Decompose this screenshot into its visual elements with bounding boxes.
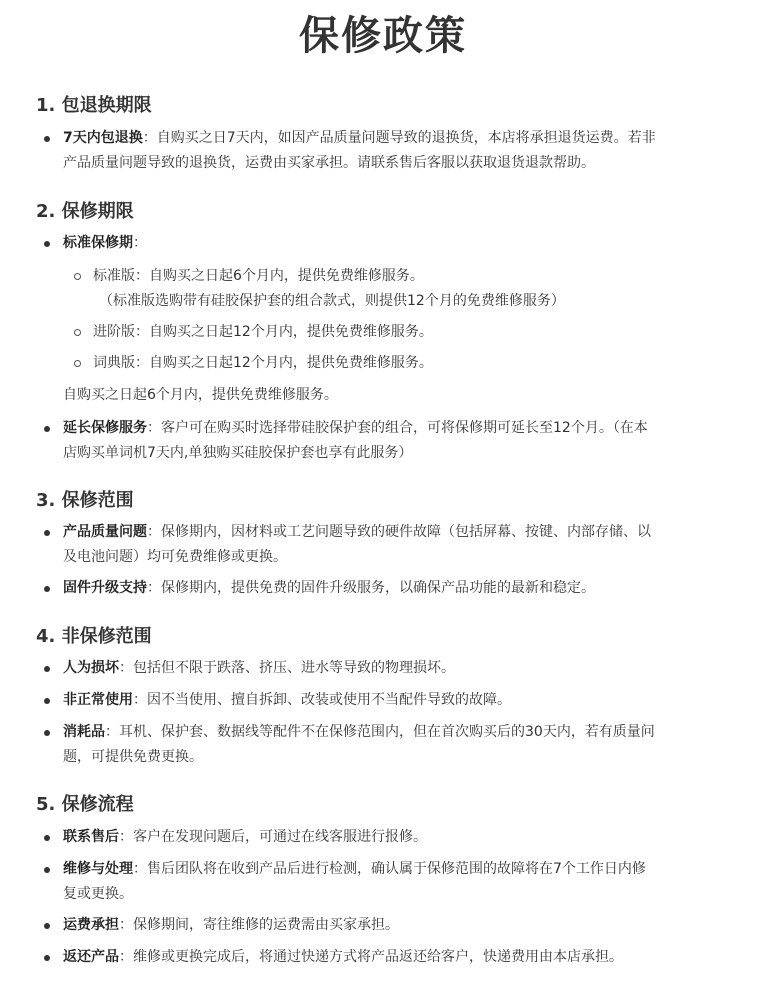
list-item-quality-issues	[63, 520, 743, 570]
item-label: 人为损坏	[63, 660, 119, 676]
list-item-improper-use	[63, 688, 743, 713]
item-text: ：包括但不限于跌落、挤压、进水等导致的物理损坏。	[119, 660, 455, 676]
item-text-cont: 产品质量问题导致的退换货，运费由买家承担。请联系售后客服以获取退货退款帮助。	[63, 155, 595, 171]
item-text-cont: 复或更换。	[63, 886, 133, 902]
item-label: 非正常使用	[63, 692, 133, 708]
item-label: 消耗品	[63, 724, 105, 740]
bullet-icon	[44, 530, 50, 536]
bullet-icon	[44, 666, 50, 672]
circle-bullet-icon	[74, 360, 81, 367]
sub-item-text: 进阶版：自购买之日起12个月内，提供免费维修服务。	[93, 324, 433, 340]
bullet-icon	[44, 867, 50, 873]
list-item-human-damage	[63, 656, 743, 681]
list-item-product-return	[63, 945, 743, 970]
sub-item-note: （标准版选购带有硅胶保护套的组合款式，则提供12个月的免费维修服务）	[99, 293, 565, 309]
item-label: 产品质量问题	[63, 524, 147, 540]
bullet-icon	[44, 136, 50, 142]
page-title: 保修政策	[299, 13, 467, 59]
item-text: ：自购买之日7天内，如因产品质量问题导致的退换货，本店将承担退货运费。若非	[142, 130, 656, 146]
item-label: 联系售后	[63, 829, 119, 845]
item-text: ：客户在发现问题后，可通过在线客服进行报修。	[119, 829, 427, 845]
item-label: 7天内包退换	[63, 130, 143, 146]
item-label: 固件升级支持	[63, 580, 147, 596]
section-heading-warranty-process: 5. 保修流程	[36, 794, 134, 815]
item-label: 返还产品	[63, 949, 119, 965]
bullet-icon	[44, 241, 50, 247]
item-text: ：售后团队将在收到产品后进行检测，确认属于保修范围的故障将在7个工作日内修	[133, 861, 646, 877]
item-text: ：客户可在购买时选择带硅胶保护套的组合，可将保修期可延长至12个月。（在本	[147, 420, 648, 436]
list-item-firmware-upgrade	[63, 576, 743, 601]
list-item-contact-support	[63, 825, 743, 850]
item-text: ：耳机、保护套、数据线等配件不在保修范围内，但在首次购买后的30天内，若有质量问	[105, 724, 655, 740]
item-text-cont: 店购买单词机7天内,单独购买硅胶保护套也享有此服务）	[63, 445, 413, 461]
circle-bullet-icon	[74, 273, 81, 280]
sub-item-advanced-edition	[93, 320, 733, 345]
list-item-consumables	[63, 720, 743, 770]
item-text: ：因不当使用、擅自拆卸、改装或使用不当配件导致的故障。	[133, 692, 511, 708]
item-label: 延长保修服务	[63, 420, 147, 436]
item-label: 标准保修期	[63, 235, 133, 251]
item-text: ：维修或更换完成后，将通过快递方式将产品返还给客户，快递费用由本店承担。	[119, 949, 623, 965]
item-label: 维修与处理	[63, 861, 133, 877]
sub-item-standard-edition	[93, 264, 733, 314]
bullet-icon	[44, 730, 50, 736]
item-text-cont: 及电池问题）均可免费维修或更换。	[63, 549, 287, 565]
sub-item-text: 词典版：自购买之日起12个月内，提供免费维修服务。	[93, 355, 433, 371]
section-heading-warranty-period: 2. 保修期限	[36, 201, 134, 222]
standard-warranty-summary: 自购买之日起6个月内，提供免费维修服务。	[63, 387, 338, 403]
list-item-repair-processing	[63, 857, 743, 907]
item-text-cont: 题，可提供免费更换。	[63, 749, 203, 765]
item-text: ：保修期间，寄往维修的运费需由买家承担。	[119, 917, 399, 933]
list-item-shipping-cost	[63, 913, 743, 938]
sub-item-dictionary-edition	[93, 351, 733, 376]
item-text: ：保修期内，因材料或工艺问题导致的硬件故障（包括屏幕、按键、内部存储、以	[147, 524, 651, 540]
item-text: ：保修期内，提供免费的固件升级服务，以确保产品功能的最新和稳定。	[147, 580, 595, 596]
bullet-icon	[44, 698, 50, 704]
item-colon: ：	[133, 235, 147, 251]
section-heading-non-warranty: 4. 非保修范围	[36, 626, 152, 647]
list-item-7day-return	[63, 126, 743, 176]
section-heading-return-period: 1. 包退换期限	[36, 95, 152, 116]
item-label: 运费承担	[63, 917, 119, 933]
circle-bullet-icon	[74, 329, 81, 336]
list-item-extended-warranty	[63, 416, 743, 466]
bullet-icon	[44, 955, 50, 961]
bullet-icon	[44, 586, 50, 592]
bullet-icon	[44, 923, 50, 929]
section-heading-warranty-scope: 3. 保修范围	[36, 490, 134, 511]
sub-item-text: 标准版：自购买之日起6个月内，提供免费维修服务。	[93, 268, 424, 284]
bullet-icon	[44, 835, 50, 841]
list-item-standard-warranty	[63, 231, 743, 256]
bullet-icon	[44, 426, 50, 432]
